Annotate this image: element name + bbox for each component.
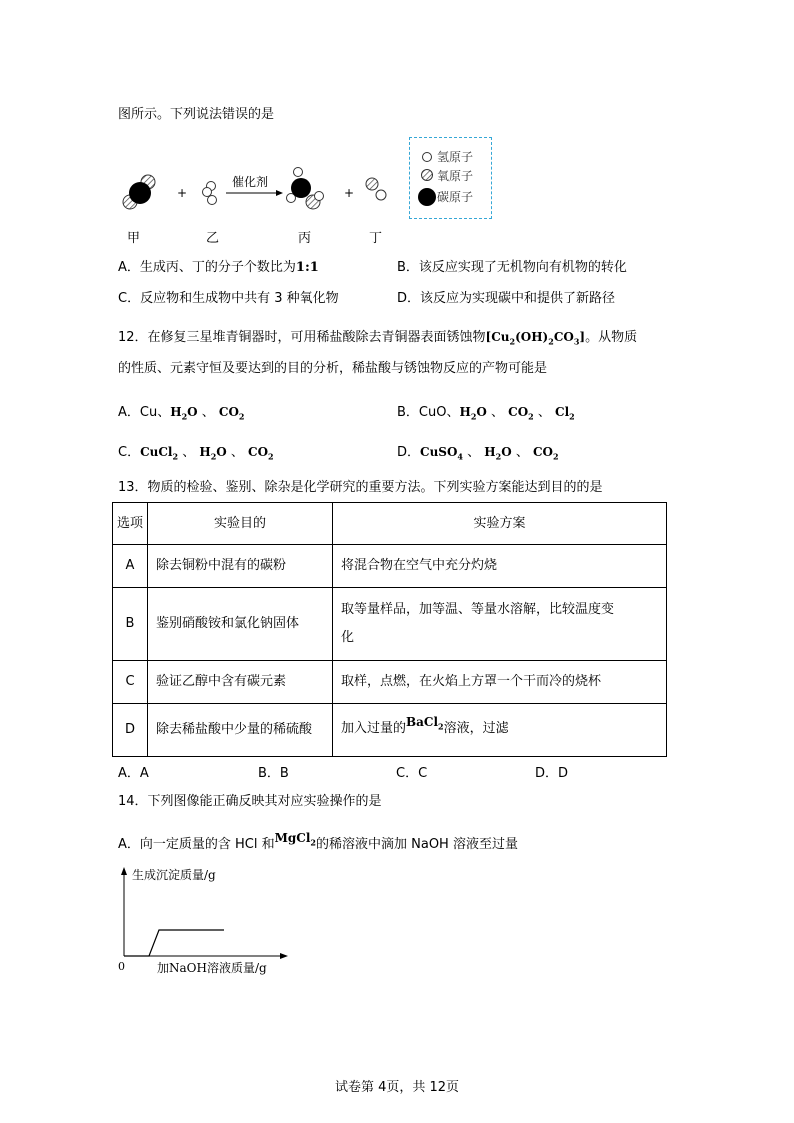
page-footer: 试卷第 4页，共 12页	[334, 1080, 460, 1095]
header-option: 选项	[113, 503, 148, 545]
legend-oxygen: 氧原子	[437, 169, 474, 183]
chart-series-line	[124, 930, 224, 956]
label-bing: 丙	[298, 231, 312, 246]
header-plan: 实验方案	[333, 503, 667, 545]
q12-option-b: B．CuO、$H_2O$ 、 $CO_2$ 、 $Cl_2$	[397, 405, 575, 422]
q12-stem-line1: 12．在修复三星堆青铜器时，可用稀盐酸除去青铜器表面锈蚀物$[Cu_2(OH)_2CO_3]$。从物质	[118, 330, 638, 347]
table-row: A 除去铜粉中混有的碳粉 将混合物在空气中充分灼烧	[113, 545, 667, 588]
experiment-table	[112, 502, 667, 757]
atom-legend	[409, 137, 492, 219]
molecule-ch3oh	[287, 168, 324, 210]
legend-carbon: 碳原子	[437, 190, 474, 204]
formula-rust: $[Cu_2(OH)_2CO_3]$	[485, 330, 586, 347]
chart-ylabel: 生成沉淀质量/g	[132, 868, 216, 882]
q13-option-d: D．D	[535, 766, 569, 781]
q11-option-d: D．该反应为实现碳中和提供了新路径	[397, 291, 616, 306]
q12-option-a: A．Cu、$H_2O$ 、 $CO_2$	[118, 405, 245, 422]
intro-text: 图所示。下列说法错误的是	[118, 107, 275, 122]
label-ding: 丁	[369, 231, 383, 246]
table-row: C 验证乙醇中含有碳元素 取样，点燃，在火焰上方罩一个干而冷的烧杯	[113, 661, 667, 704]
molecule-h2	[203, 182, 217, 205]
oxygen-atom-icon	[422, 170, 433, 181]
legend-hydrogen: 氢原子	[437, 150, 474, 164]
molecule-co2	[123, 175, 155, 209]
molecule-h2o	[366, 178, 386, 200]
q14-option-a: A．向一定质量的含 HCl 和MgCl$_2$的稀溶液中滴加 NaOH 溶液至过量	[118, 831, 518, 852]
reaction-diagram	[110, 160, 410, 220]
precipitate-chart	[112, 862, 312, 980]
label-jia: 甲	[127, 231, 141, 246]
q11-option-b: B．该反应实现了无机物向有机物的转化	[397, 260, 627, 275]
chart-origin-label: 0	[118, 960, 125, 973]
q13-option-a: A．A	[118, 766, 149, 781]
q12-option-d: D．CuSO$_4$ 、 $H_2O$ 、 $CO_2$	[397, 445, 559, 462]
table-header-row	[113, 503, 667, 545]
q13-option-c: C．C	[396, 766, 428, 781]
chart-xlabel: 加NaOH溶液质量/g	[157, 961, 267, 975]
q11-option-a: A．生成丙、丁的分子个数比为1:1	[118, 260, 319, 275]
label-yi: 乙	[206, 231, 220, 246]
q12-stem-line2: 的性质、元素守恒及要达到的目的分析，稀盐酸与锈蚀物反应的产物可能是	[118, 361, 548, 376]
plus-sign-1: +	[177, 186, 188, 200]
carbon-atom-icon	[418, 188, 436, 206]
plus-sign-2: +	[344, 186, 355, 200]
catalyst-label: 催化剂	[232, 175, 269, 189]
x-axis-arrow	[280, 953, 288, 959]
header-goal: 实验目的	[148, 503, 333, 545]
q12-option-c: C．CuCl$_2$ 、 $H_2O$ 、 $CO_2$	[118, 445, 274, 462]
legend-icons	[418, 148, 436, 210]
q13-option-b: B．B	[258, 766, 289, 781]
y-axis-arrow	[121, 867, 127, 875]
q14-stem: 14．下列图像能正确反映其对应实验操作的是	[118, 794, 382, 809]
q11-option-c: C．反应物和生成物中共有 3 种氧化物	[118, 291, 339, 306]
table-row: B 鉴别硝酸铵和氯化钠固体 取等量样品，加等温、等量水溶解，比较温度变 化	[113, 588, 667, 661]
q13-stem: 13．物质的检验、鉴别、除杂是化学研究的重要方法。下列实验方案能达到目的的是	[118, 480, 603, 495]
hydrogen-atom-icon	[423, 153, 432, 162]
table-row: D 除去稀盐酸中少量的稀硫酸 加入过量的BaCl$_2$溶液，过滤	[113, 704, 667, 757]
